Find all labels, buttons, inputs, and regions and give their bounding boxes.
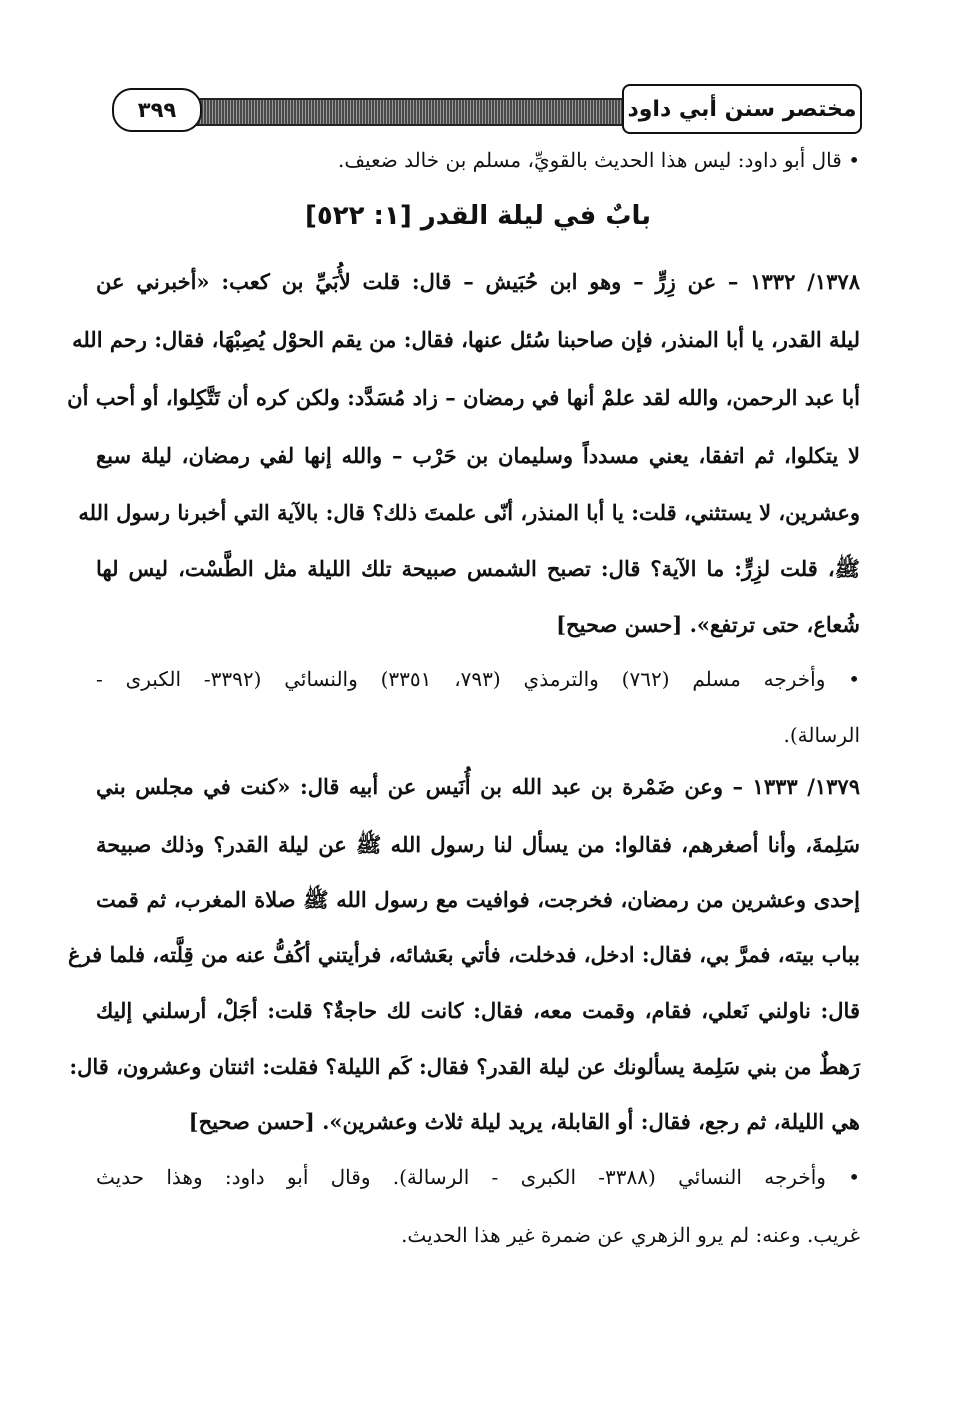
hadith-1378-line: شُعاع، حتى ترتفع». [حسن صحيح] <box>556 612 860 637</box>
takhrij-1379-line: • وأخرجه النسائي (٣٣٨٨- الكبرى - الرسالة). وقال أبو داود: وهذا حديث <box>96 1165 860 1189</box>
note-line: • قال أبو داود: ليس هذا الحديث بالقويِّ، مسلم بن خالد ضعيف. <box>338 148 860 172</box>
hadith-1379-line: هي الليلة، ثم رجع، فقال: أو القابلة، يريد ليلة ثلاث وعشرين». [حسن صحيح] <box>188 1109 860 1134</box>
hadith-1378-line: ﷺ، قلت لزِرٍّ: ما الآية؟ قال: تصبح الشمس صبيحة تلك الليلة مثل الطَّسْت، ليس لها <box>96 556 860 581</box>
takhrij-1379-line: غريب. وعنه: لم يرو الزهري عن ضمرة غير هذا الحديث. <box>401 1223 860 1247</box>
hadith-1378-line: وعشرين، لا يستثني، قلت: يا أبا المنذر، أنّى علمتَ ذلك؟ قال: بالآية التي أخبرنا رسول الله <box>78 500 860 525</box>
hadith-1379-line: رَهطٌ من بني سَلِمة يسألونك عن ليلة القدر؟ فقال: كَم الليلة؟ فقلت: اثنتان وعشرون، قال: <box>69 1054 860 1079</box>
takhrij-1378-line: الرسالة). <box>783 723 860 747</box>
page-number: ٣٩٩ <box>112 88 202 132</box>
hadith-1378-line: ١٣٧٨/ ١٣٣٢ – عن زِرٍّ – وهو ابن حُبَيش – قال: قلت لأُبَيِّ بن كعب: «أخبرني عن <box>96 269 860 294</box>
hadith-1379-line: إحدى وعشرين من رمضان، فخرجت، فوافيت مع رسول الله ﷺ صلاة المغرب، ثم قمت <box>96 887 860 912</box>
chapter-heading: بابٌ في ليلة القدر [١: ٥٢٢] <box>304 201 652 231</box>
takhrij-1378-line: • وأخرجه مسلم (٧٦٢) والترمذي (٧٩٣، ٣٣٥١) والنسائي (٣٣٩٢- الكبرى - <box>96 667 860 691</box>
hadith-1378-line: ليلة القدر، يا أبا المنذر، فإن صاحبنا سُئل عنها، فقال: من يقم الحوْل يُصِبْهَا، فقال: رحم الله <box>72 327 860 352</box>
hadith-1379-line: بباب بيته، فمرَّ بي، فقال: ادخل، فدخلت، فأتي بعَشائه، فرأيتني أكُفُّ عنه من قِلَّته، فلما فرغ <box>67 942 860 967</box>
hadith-1379-line: ١٣٧٩/ ١٣٣٣ – وعن ضَمْرة بن عبد الله بن أُنَيس عن أبيه قال: «كنت في مجلس بني <box>96 774 860 799</box>
hadith-1378-line: أبا عبد الرحمن، والله لقد علمْ أنها في رمضان – زاد مُسَدَّد: ولكن كره أن تَتَّكِلوا، أو أحب أن <box>67 385 860 410</box>
hadith-1379-line: قال: ناولني نَعلي، فقام، وقمت معه، فقال: كانت لك حاجةٌ؟ قلت: أجَلْ، أرسلني إليك <box>96 998 860 1023</box>
page-header <box>92 84 862 140</box>
hadith-1379-line: سَلِمةَ، وأنا أصغرهم، فقالوا: من يسأل لنا رسول الله ﷺ عن ليلة القدر؟ وذلك صبيحة <box>96 832 860 857</box>
book-title: مختصر سنن أبي داود <box>622 84 862 134</box>
hadith-1378-line: لا يتكلوا، ثم اتفقا، يعني مسدداً وسليمان بن حَرْب – والله إنها لفي رمضان، ليلة سبع <box>96 443 860 468</box>
